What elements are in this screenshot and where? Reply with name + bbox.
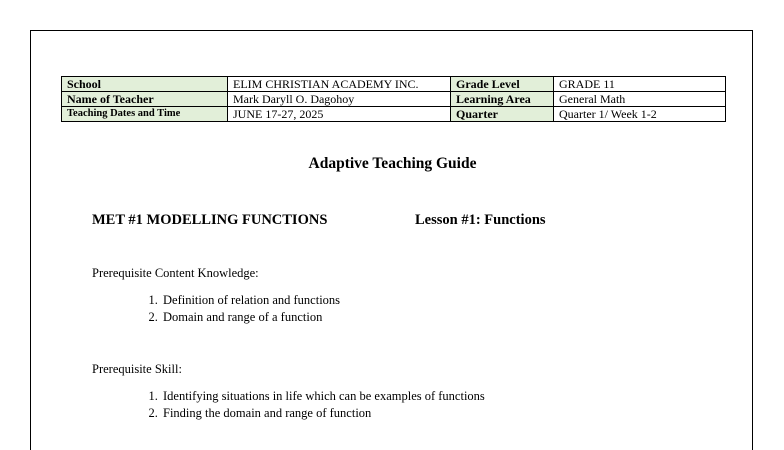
prereq-knowledge-label: Prerequisite Content Knowledge: [92, 266, 259, 280]
guide-title: Adaptive Teaching Guide [308, 155, 477, 172]
document-page [30, 30, 753, 450]
prereq-skill-list [131, 388, 485, 422]
prereq-knowledge-list [131, 292, 340, 326]
learning-area-value: General Math [554, 92, 726, 107]
school-label: School [62, 77, 228, 92]
table-row [62, 107, 726, 122]
quarter-label: Quarter [451, 107, 554, 122]
table-row [62, 92, 726, 107]
teacher-name-value: Mark Daryll O. Dagohoy [228, 92, 451, 107]
met-title: MET #1 MODELLING FUNCTIONS [92, 212, 328, 228]
teacher-name-label: Name of Teacher [62, 92, 228, 107]
prereq-skill-label: Prerequisite Skill: [92, 362, 182, 376]
table-row [62, 77, 726, 92]
learning-area-label: Learning Area [451, 92, 554, 107]
grade-level-label: Grade Level [451, 77, 554, 92]
teaching-dates-value: JUNE 17-27, 2025 [228, 107, 451, 122]
list-item: 1. Identifying situations in life which can be examples of functions [161, 388, 485, 405]
list-item: 2. Domain and range of a function [161, 309, 340, 326]
grade-level-value: GRADE 11 [554, 77, 726, 92]
quarter-value: Quarter 1/ Week 1-2 [554, 107, 726, 122]
teaching-dates-label: Teaching Dates and Time [62, 107, 228, 122]
lesson-title: Lesson #1: Functions [415, 212, 546, 228]
list-item: 1. Definition of relation and functions [161, 292, 340, 309]
list-item: 2. Finding the domain and range of function [161, 405, 485, 422]
school-value: ELIM CHRISTIAN ACADEMY INC. [228, 77, 451, 92]
header-info-table [61, 76, 726, 122]
